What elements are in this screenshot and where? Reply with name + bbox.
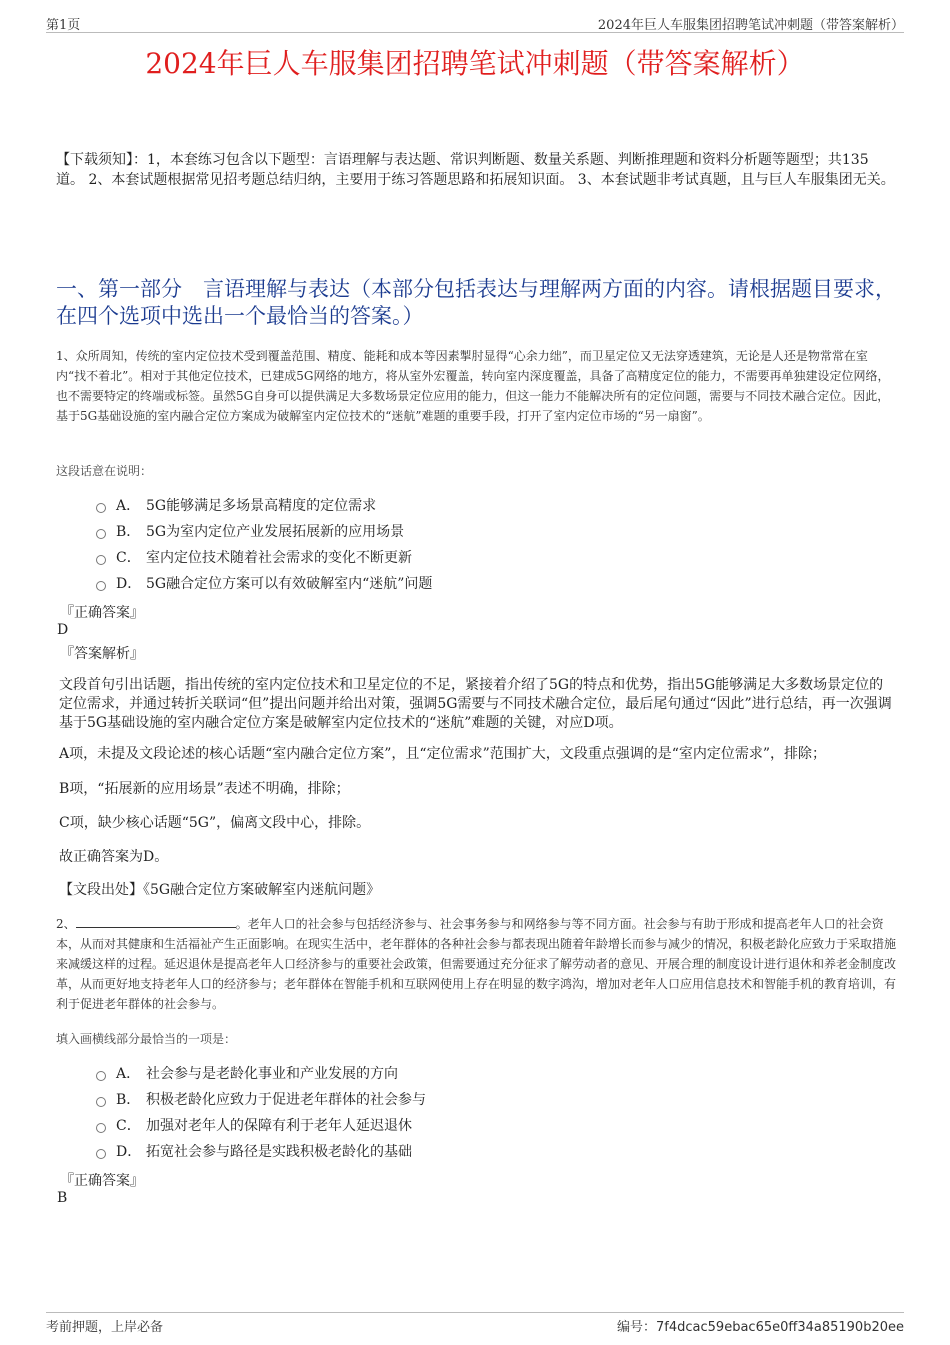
question-2-prompt: 填入画横线部分最恰当的一项是： (56, 1032, 237, 1046)
header-doc-title: 2024年巨人车服集团招聘笔试冲刺题（带答案解析） (597, 18, 904, 33)
q2-option-a[interactable]: A． 社会参与是老龄化事业和产业发展的方向 (96, 1063, 398, 1085)
section-heading: 一、第一部分 言语理解与表达（本部分包括表达与理解两方面的内容。请根据题目要求，在四个选项中选出一个最恰当的答案。） (56, 277, 896, 328)
page-footer (46, 1312, 904, 1336)
q1-analysis-label: 『答案解析』 (60, 646, 144, 662)
footer-code: 编号：7f4dcac59ebac65e0ff34a85190b20ee (617, 1320, 904, 1335)
question-2-stem: 2、 。老年人口的社会参与包括经济参与、社会事务参与和网络参与等不同方面。社会参与有助于形成和提高老年人口的社会资本，从而对其健康和生活福祉产生正面影响。在现实生活中，老年群体的各种社会参与都表现出随着年龄增长而参与减少的情况，积极老龄化应致力于采取措施来减缓这样的过程。延迟退休是提高老年人口经济参与的重要社会政策，但需要通过充分征求了解劳动者的意见、开展合理的制度设计进行退休和养老金制度改革，从而更好地支持老年人口的经济参与；老年群体在智能手机和互联网使用上存在明显的数字鸿沟，增加对老年人口应用信息技术和智能手机的教育培训，有利于促进老年群体的社会参与。 (56, 917, 897, 1011)
q1-option-d[interactable]: D． 5G融合定位方案可以有效破解室内“迷航”问题 (96, 573, 432, 595)
q1-analysis-para: A项，未提及文段论述的核心话题“室内融合定位方案”，且“定位需求”范围扩大，文段重点强调的是“室内定位需求”，排除； (59, 746, 827, 762)
q2-answer-label: 『正确答案』 (60, 1173, 144, 1189)
q1-analysis-para: 故正确答案为D。 (59, 849, 169, 865)
question-1-stem: 1、众所周知，传统的室内定位技术受到覆盖范围、精度、能耗和成本等因素掣肘显得“心余力绌”，而卫星定位又无法穿透建筑，无论是人还是物常常在室内“找不着北”。相对于其他定位技术，已建成5G网络的地方，将从室外宏覆盖，转向室内深度覆盖，具备了高精度定位的能力，不需要再单独建设定位网络，也不需要特定的终端或标签。虽然5G自身可以提供满足大多数场景定位应用的能力，但这一能力不能解决所有的定位问题，需要与不同技术融合定位。因此，基于5G基础设施的室内融合定位方案成为破解室内定位技术的“迷航”难题的重要手段，打开了室内定位市场的“另一扇窗”。 (56, 349, 890, 423)
fill-blank[interactable] (76, 916, 236, 928)
document-title: 2024年巨人车服集团招聘笔试冲刺题（带答案解析） (145, 47, 805, 80)
page-header (46, 14, 904, 33)
radio-icon[interactable] (96, 1071, 106, 1081)
radio-icon[interactable] (96, 1149, 106, 1159)
q2-answer: B (57, 1190, 68, 1206)
radio-icon[interactable] (96, 1123, 106, 1133)
q1-answer: D (57, 622, 69, 638)
q1-analysis-para: C项，缺少核心话题“5G”，偏离文段中心，排除。 (59, 815, 371, 831)
radio-icon[interactable] (96, 529, 106, 539)
radio-icon[interactable] (96, 503, 106, 513)
radio-icon[interactable] (96, 1097, 106, 1107)
q1-source: 【文段出处】《5G融合定位方案破解室内迷航问题》 (59, 882, 381, 898)
radio-icon[interactable] (96, 581, 106, 591)
q1-option-a[interactable]: A． 5G能够满足多场景高精度的定位需求 (96, 495, 376, 517)
q2-option-c[interactable]: C． 加强对老年人的保障有利于老年人延迟退休 (96, 1115, 412, 1137)
download-notice: 【下载须知】：1，本套练习包含以下题型：言语理解与表达题、常识判断题、数量关系题、判断推理题和资料分析题等题型；共135道。 2、本套试题根据常见招考题总结归纳，主要用于练习答题思路和拓展知识面。 3、本套试题非考试真题，且与巨人车服集团无关。 (56, 152, 895, 188)
q1-answer-label: 『正确答案』 (60, 605, 144, 621)
q2-option-b[interactable]: B． 积极老龄化应致力于促进老年群体的社会参与 (96, 1089, 426, 1111)
q1-option-b[interactable]: B． 5G为室内定位产业发展拓展新的应用场景 (96, 521, 404, 543)
radio-icon[interactable] (96, 555, 106, 565)
footer-slogan: 考前押题，上岸必备 (46, 1320, 164, 1335)
q1-analysis-para: B项，“拓展新的应用场景”表述不明确，排除； (59, 781, 350, 797)
q1-option-c[interactable]: C． 室内定位技术随着社会需求的变化不断更新 (96, 547, 412, 569)
q2-option-d[interactable]: D． 拓宽社会参与路径是实践积极老龄化的基础 (96, 1141, 412, 1163)
question-1-prompt: 这段话意在说明： (56, 464, 153, 478)
q1-analysis-para: 文段首句引出话题，指出传统的室内定位技术和卫星定位的不足，紧接着介绍了5G的特点和优势，指出5G能够满足大多数场景定位的定位需求，并通过转折关联词“但”提出问题并给出对策，强调5G需要与不同技术融合定位，最后尾句通过“因此”进行总结，再一次强调基于5G基础设施的室内融合定位方案是破解室内定位技术的“迷航”难题的关键，对应D项。 (59, 677, 892, 731)
page-number: 第1页 (46, 18, 81, 33)
